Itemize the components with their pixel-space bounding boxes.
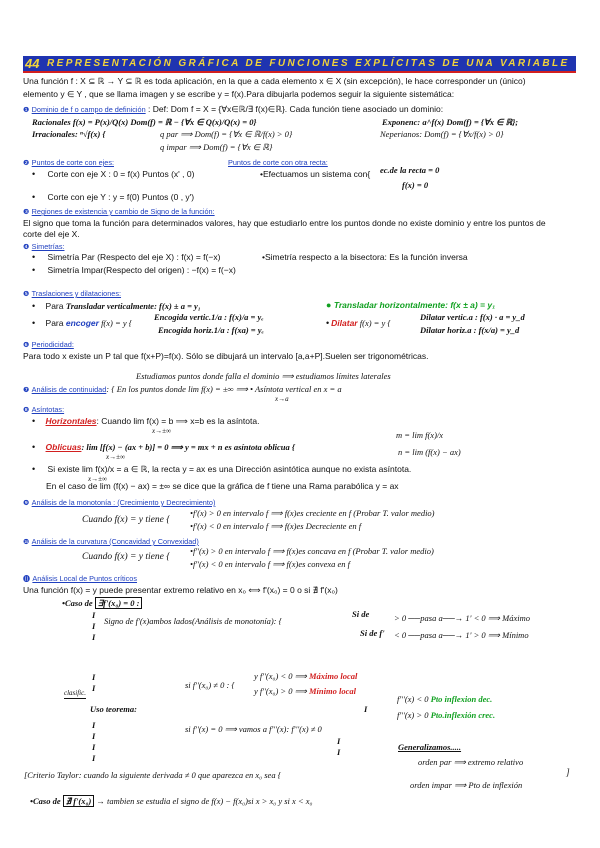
symmetry-head-row <box>23 241 65 253</box>
crit-case1-box: ∃f'(x₀) = 0 : <box>95 597 143 609</box>
bullet-dot-icon: • <box>32 442 36 452</box>
mono-line-1: •f'(x) > 0 en intervalo f ⟹ f(x)es creciente en f (Probar T. valor medio) <box>190 508 435 518</box>
asym-horizontal-row <box>32 416 259 427</box>
symmetry-impar: Simetría Impar(Respecto del origen) : −f(x) = f(−x) <box>47 265 236 275</box>
bullet-icon: ❽ <box>23 407 30 414</box>
transl-v-pre: Para <box>45 301 66 311</box>
crit-case1-row <box>62 598 142 609</box>
bullet-dot-icon: • <box>326 318 330 328</box>
bullet-dot-icon: • <box>32 301 36 311</box>
asym-h-sub: x→±∞ <box>152 427 171 435</box>
crit-taylor: [Criterio Taylor: cuando la siguiente derivada ≠ 0 que aparezca en x₀ sea { <box>24 770 282 780</box>
crit-side2-eq: < 0 ──pasa a──→ 1' > 0 ⟹ Mínimo <box>394 630 529 640</box>
crit-side1: Si de <box>352 609 370 619</box>
period-line: Para todo x existe un P tal que f(x+P)=f(x). Sólo se dibujará un intervalo [a,a+P].Suelen ser trigonométricas. <box>23 351 429 361</box>
crit-clasific: clasific. <box>64 689 86 697</box>
regions-line-1: El signo que toma la función para determinados valores, hay que estudiarlo entre los puntos donde no existe dominio y entre los puntos de <box>23 218 546 228</box>
bullet-icon: ❿ <box>23 539 30 546</box>
bullet-icon: ❸ <box>23 209 30 216</box>
crit-max-row <box>254 671 357 682</box>
crit-min-text: y f''(x₀) > 0 ⟹ <box>254 686 309 696</box>
regions-head-row <box>23 206 215 218</box>
curv-line-2: •f''(x) < 0 en intervalo f ⟹ f(x)es convexa en f <box>190 559 351 569</box>
asym-dir-sub: x→±∞ <box>88 475 107 483</box>
page-title: REPRESENTACIÓN GRÁFICA DE FUNCIONES EXPLÍCITAS DE UNA VARIABLE <box>47 58 570 69</box>
crit-intro: Una función f(x) = y puede presentar extremo relativo en x₀ ⟺ f'(x₀) = 0 o si ∄ f'(x₀) <box>23 585 338 595</box>
continuity-row <box>23 384 342 396</box>
crit-case1-pre: •Caso de <box>62 598 95 608</box>
asym-direction: Si existe lim f(x)/x = a ∈ ℝ, la recta y = ax es una Dirección asintótica aunque no exista asíntota. <box>47 464 412 474</box>
regions-heading-2: y cambio de Signo de la función: <box>107 207 215 216</box>
bullet-dot-icon: • <box>32 464 36 474</box>
crit-bracket-5: I I <box>337 736 341 757</box>
transl-head-row <box>23 288 121 300</box>
crit-uso: Uso teorema: <box>90 704 137 714</box>
title-underline <box>23 71 576 73</box>
dilatar-label: Dilatar <box>331 318 358 328</box>
cuts-recta: ec.de la recta = 0 <box>380 165 440 175</box>
bullet-icon: ❹ <box>23 244 30 251</box>
crit-min-row <box>254 686 356 697</box>
dilatar-row <box>326 318 391 329</box>
asym-m: m = lim f(x)/x <box>396 430 444 440</box>
bullet-icon: ❼ <box>23 387 30 394</box>
crit-case2-box: ∄ f'(x₀) <box>63 795 95 807</box>
continuity-pre: Estudiamos puntos donde falla el dominio ⟹ estudiamos límites laterales <box>136 371 391 381</box>
continuity-heading: Análisis de continuidad <box>31 385 107 394</box>
bullet-dot-icon: • <box>32 265 36 275</box>
cuts-other-heading: Puntos de corte con otra recta: <box>228 158 328 167</box>
transl-horizontal: Transladar horizontalmente: f(x ± a) = y₁ <box>333 300 496 310</box>
crit-max-text: y f''(x₀) < 0 ⟹ <box>254 671 309 681</box>
crit-heading: Análisis Local de Puntos críticos <box>32 574 138 583</box>
crit-taylor-close: ] <box>566 768 570 778</box>
asym-oblique-row <box>32 442 295 453</box>
bullet-icon: ❷ <box>23 160 30 167</box>
crit-inf2-label: Pto.inflexión crec. <box>430 710 496 720</box>
cuts-heading: Puntos de corte con ejes: <box>31 158 114 167</box>
encogida-vertical: Encogida vertic.1/a : f(x)/a = yₑ <box>154 312 264 322</box>
crit-inf1-label: Pto inflexion dec. <box>430 694 493 704</box>
bullet-icon: ❾ <box>23 500 30 507</box>
crit-inf1-row <box>397 694 492 705</box>
cuts-system: •Efectuamos un sistema con{ <box>260 169 371 179</box>
asym-parabolic: En el caso de lim (f(x) − ax) = ±∞ se dice que la gráfica de f tiene una Rama parabólica y = ax <box>46 481 399 491</box>
bullet-dot-icon: ● <box>326 300 332 310</box>
curv-pre: Cuando f(x) = y tiene { <box>82 552 171 562</box>
crit-head-row <box>23 573 137 585</box>
domain-exponencial: Exponenc: a^f(x) Dom(f) = {∀x ∈ ℝ}; <box>382 117 519 127</box>
cuts-y: Corte con eje Y : y = f(0) Puntos (0 , y') <box>47 192 195 202</box>
cuts-x-row <box>32 169 194 180</box>
asym-head-row <box>23 404 64 416</box>
symmetry-bisectora: •Simetría respecto a la bisectora: Es la función inversa <box>262 252 468 262</box>
cuts-fx: f(x) = 0 <box>402 180 429 190</box>
crit-side1-eq: > 0 ──pasa a──→ 1' < 0 ⟹ Máximo <box>394 613 530 623</box>
bullet-dot-icon: • <box>32 169 36 179</box>
mono-heading: Análisis de la monotonía : (Crecimiento y Decrecimiento) <box>31 498 216 507</box>
curv-head-row <box>23 536 199 548</box>
bullet-dot-icon: • <box>32 416 36 426</box>
domain-par: q par ⟹ Dom(f) = {∀x ∈ ℝ/f(x) > 0} <box>160 129 293 139</box>
bullet-icon: ❺ <box>23 291 30 298</box>
continuity-sub: x→a <box>275 395 289 403</box>
crit-inf1: f'''(x) < 0 <box>397 694 431 704</box>
curv-heading: Análisis de la curvatura (Concavidad y Convexidad) <box>31 537 199 546</box>
dilatar-vertical: Dilatar vertic.a : f(x) · a = y_d <box>420 312 525 322</box>
symmetry-par-row <box>32 252 220 263</box>
encoger-row <box>32 318 132 329</box>
crit-side2: Si de f' <box>360 628 385 638</box>
intro-line-1: Una función f : X ⊆ ℝ → Y ⊆ ℝ es toda aplicación, en la que a cada elemento x ∈ X (sin excepción), le hace corresponder un (único) <box>23 76 526 86</box>
transl-horizontal-row <box>326 300 495 311</box>
crit-inf2-row <box>397 710 495 721</box>
crit-sif: si f''(x₀) ≠ 0 : { <box>185 680 235 690</box>
crit-case2: → tambien se estudia el signo de f(x) − f(x₀)si x > x₀ y si x < x₀ <box>94 796 313 806</box>
asym-heading: Asíntotas: <box>31 405 65 414</box>
crit-case2-pre: •Caso de <box>30 796 63 806</box>
bullet-dot-icon: • <box>32 252 36 262</box>
domain-neperianos: Neperianos: Dom(f) = {∀x/f(x) > 0} <box>380 129 504 139</box>
encoger-eq: f(x) = y { <box>98 318 133 328</box>
regions-heading: Regiones de existencia <box>31 207 108 216</box>
dilatar-horizontal: Dilatar horiz.a : f(x/a) = y_d <box>420 325 520 335</box>
crit-bracket-3: I <box>364 704 368 714</box>
asym-oblique: : lim [f(x) − (ax + b)] = 0 ⟹ y = mx + n es asíntota oblicua { <box>81 442 295 452</box>
crit-par: orden par ⟹ extremo relativo <box>418 757 524 767</box>
transl-heading: Traslaciones y dilataciones: <box>31 289 122 298</box>
regions-line-2: corte del eje X. <box>23 229 80 239</box>
asym-oblique-label: Oblicuas <box>45 442 82 452</box>
domain-racionales: Racionales f(x) = P(x)/Q(x) Dom(f) = ℝ − {∀x ∈ Q(x)/Q(x) = 0} <box>32 117 257 127</box>
asym-ob-sub: x→±∞ <box>106 453 125 461</box>
encoger-label: encoger <box>65 318 99 328</box>
asym-horizontal: : Cuando lim f(x) = b ⟹ x=b es la asíntota. <box>96 416 260 426</box>
crit-impar: orden impar ⟹ Pto de inflexión <box>410 780 523 790</box>
crit-case2-row <box>30 796 313 807</box>
crit-bracket-4: I I I I <box>92 720 96 763</box>
asym-horizontal-label: Horizontales <box>45 416 97 426</box>
continuity-line: : { En los puntos donde lim f(x) = ±∞ ⟹ • Asíntota vertical en x = a <box>106 384 342 394</box>
crit-min-label: Mínimo local <box>308 686 356 696</box>
symmetry-impar-row <box>32 265 236 276</box>
crit-max-label: Máximo local <box>308 671 358 681</box>
crit-fzero: si f''(x) = 0 ⟹ vamos a f'''(x): f'''(x) ≠ 0 <box>185 724 322 734</box>
encogida-horizontal: Encogida horiz.1/a : f(xa) = yₑ <box>158 325 264 335</box>
domain-heading: Dominio de f o campo de definición <box>31 105 146 114</box>
domain-irracionales: Irracionales: ⁿ√f(x) { <box>32 129 106 139</box>
symmetry-par: Simetría Par (Respecto del eje X) : f(x) = f(−x) <box>47 252 221 262</box>
domain-impar: q impar ⟹ Dom(f) = {∀x ∈ ℝ} <box>160 142 273 152</box>
crit-inf2: f'''(x) > 0 <box>397 710 431 720</box>
symmetry-heading: Simetrías: <box>31 242 65 251</box>
mono-line-2: •f'(x) < 0 en intervalo f ⟹ f(x)es Decreciente en f <box>190 521 362 531</box>
transl-vertical: Transladar verticalmente: f(x) ± a = y₁ <box>65 301 201 311</box>
bullet-icon: ❻ <box>23 342 30 349</box>
dilatar-eq: f(x) = y { <box>357 318 391 328</box>
cuts-y-row <box>32 192 194 203</box>
domain-definition: : Def: Dom f = X = {∀x∈ℝ/∃ f(x)∈ℝ}. Cada función tiene asociado un dominio: <box>148 104 444 114</box>
domain-row <box>23 104 443 116</box>
encoger-pre: Para <box>45 318 66 328</box>
period-heading: Periodicidad: <box>31 340 74 349</box>
mono-pre: Cuando f(x) = y tiene { <box>82 515 171 525</box>
period-head-row <box>23 339 74 351</box>
cuts-x: Corte con eje X : 0 = f(x) Puntos (x' , 0) <box>47 169 195 179</box>
bullet-icon: ⓫ <box>23 576 30 583</box>
bullet-icon: ❶ <box>23 107 30 114</box>
cuts-head-row <box>23 157 114 169</box>
bullet-dot-icon: • <box>32 192 36 202</box>
crit-sign: Signo de f'(x)ambos lados(Análisis de monotonía): { <box>104 616 283 626</box>
title-number: 44 <box>25 56 40 71</box>
curv-line-1: •f''(x) > 0 en intervalo f ⟹ f(x)es concava en f (Probar T. valor medio) <box>190 546 434 556</box>
crit-bracket-2: I I <box>92 672 96 693</box>
crit-generalize: Generalizamos..... <box>398 742 462 752</box>
transl-vertical-row <box>32 301 201 312</box>
mono-head-row <box>23 497 215 509</box>
asym-direction-row <box>32 464 411 475</box>
crit-bracket-1: I I I <box>92 610 96 642</box>
bullet-dot-icon: • <box>32 318 36 328</box>
intro-line-2: elemento y ∈ Y , que se llama imagen y se escribe y = f(x).Para dibujarla podemos seguir la siguiente sistemática: <box>23 89 455 99</box>
asym-n: n = lim (f(x) − ax) <box>398 447 461 457</box>
